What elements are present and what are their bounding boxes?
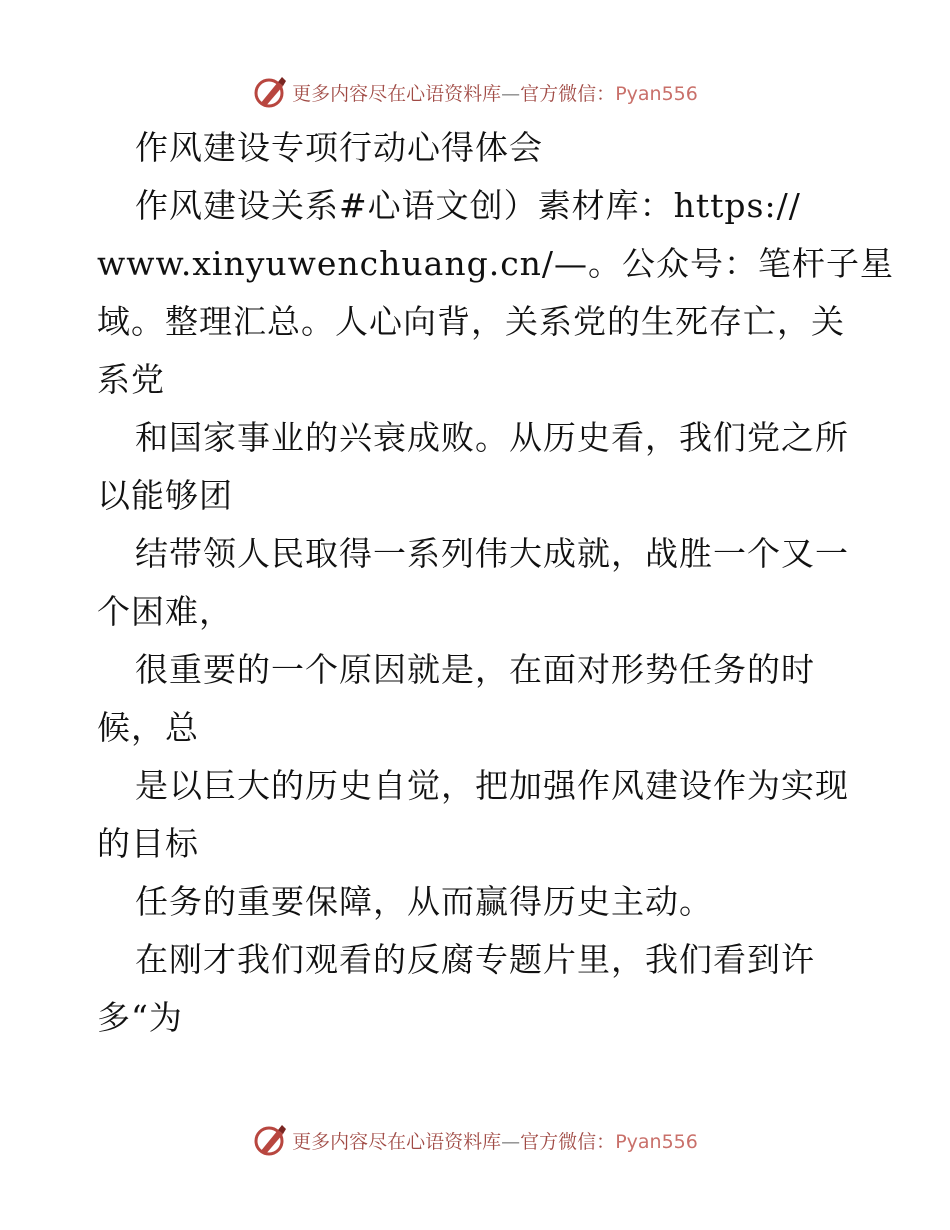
doc-line: 结带领人民取得一系列伟大成就，战胜一个又一 [135,534,849,573]
doc-line: 很重要的一个原因就是，在面对形势任务的时 [135,650,815,689]
footer-banner-text [292,1127,698,1154]
footer-banner-wechat: 官方微信： [520,1130,616,1153]
doc-line: 以能够团 [97,476,233,515]
doc-line: 域。整理汇总。人心向背，关系党的生死存亡，关 [97,302,845,341]
doc-title: 作风建设专项行动心得体会 [135,128,543,167]
doc-line: 的目标 [97,824,199,863]
doc-line: www.xinyuwenchuang.cn/—。公众号：笔杆子星 [97,244,895,283]
pen-logo-icon [252,74,288,110]
pen-logo-icon [252,1122,288,1158]
footer-banner-id: Pyan556 [615,1130,698,1153]
header-banner-wechat: 官方微信： [520,82,616,105]
header-banner-sep: — [501,82,521,105]
doc-line: 个困难， [97,592,233,631]
header-banner [0,72,950,112]
doc-line: 系党 [97,360,165,399]
header-banner-text [292,79,698,106]
footer-banner [0,1120,950,1160]
footer-banner-sep: — [501,1130,521,1153]
doc-line: 候，总 [97,708,199,747]
doc-line: 是以巨大的历史自觉，把加强作风建设作为实现 [135,766,849,805]
doc-line: 在刚才我们观看的反腐专题片里，我们看到许 [135,940,815,979]
footer-banner-main: 更多内容尽在心语资料库 [292,1130,502,1153]
doc-line: 任务的重要保障，从而赢得历史主动。 [135,882,713,921]
header-banner-id: Pyan556 [615,82,698,105]
doc-line: 和国家事业的兴衰成败。从历史看，我们党之所 [135,418,849,457]
doc-line: 作风建设关系#心语文创）素材库：https:// [135,186,801,225]
header-banner-main: 更多内容尽在心语资料库 [292,82,502,105]
doc-line: 多“为 [97,998,183,1037]
